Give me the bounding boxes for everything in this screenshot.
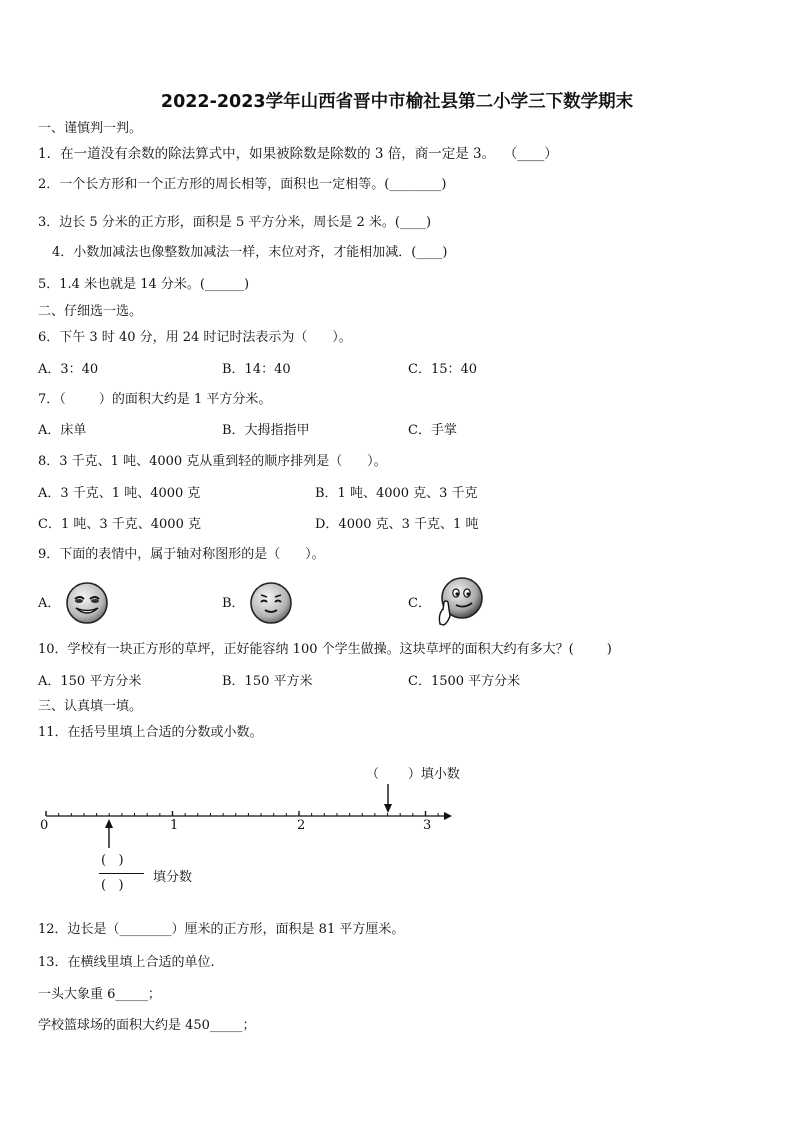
number-line-arrowhead: [444, 812, 452, 820]
fraction-blank-label: 填分数: [153, 870, 193, 885]
shy-face-icon: [248, 580, 294, 626]
q8-option-b: B．1 吨、4000 克、3 千克: [315, 486, 478, 501]
q9-option-a: A．: [38, 596, 61, 611]
q7-option-c: C．手掌: [408, 423, 457, 438]
q7-option-b: B．大拇指指甲: [222, 423, 310, 438]
thinking-face-icon: [434, 576, 486, 628]
number-line-ticks: [46, 811, 438, 816]
tick-label-1: 1: [170, 818, 179, 833]
question-13-item-b: 学校篮球场的面积大约是 450_____；: [38, 1018, 256, 1033]
question-2: 2．一个长方形和一个正方形的周长相等，面积也一定相等。(________): [38, 177, 447, 192]
fraction-bar: [99, 873, 144, 874]
question-3: 3．边长 5 分米的正方形，面积是 5 平方分米，周长是 2 米。(____): [38, 215, 432, 230]
question-7: 7．（ ）的面积大约是 1 平方分米。: [38, 392, 272, 407]
question-4: 4．小数加减法也像整数加减法一样，末位对齐，才能相加减．(____): [52, 245, 448, 260]
question-11: 11．在括号里填上合适的分数或小数。: [38, 725, 263, 740]
smiling-face-icon: [64, 580, 110, 626]
q10-option-b: B．150 平方米: [222, 674, 313, 689]
question-10: 10．学校有一块正方形的草坪，正好能容纳 100 个学生做操。这块草坪的面积大约有多大？( ): [38, 642, 612, 657]
section-heading-1: 一、谨慎判一判。: [38, 121, 143, 136]
decimal-pointer-arrowhead: [384, 804, 392, 813]
fraction-pointer-arrowhead: [105, 819, 113, 828]
tick-label-3: 3: [423, 818, 432, 833]
tick-label-2: 2: [297, 818, 306, 833]
q7-option-a: A．床单: [38, 423, 87, 438]
q8-option-a: A．3 千克、1 吨、4000 克: [38, 486, 201, 501]
q8-option-d: D．4000 克、3 千克、1 吨: [315, 517, 479, 532]
q9-option-c: C．: [408, 596, 431, 611]
page-title: 2022-2023学年山西省晋中市榆社县第二小学三下数学期末: [160, 92, 634, 112]
q6-option-c: C．15：40: [408, 362, 478, 377]
question-13-item-a: 一头大象重 6_____；: [38, 987, 161, 1002]
q9-option-b: B．: [222, 596, 245, 611]
tick-label-0: 0: [40, 818, 49, 833]
question-1: 1．在一道没有余数的除法算式中，如果被除数是除数的 3 倍，商一定是 3。 （____）: [38, 146, 558, 162]
q8-option-c: C．1 吨、3 千克、4000 克: [38, 517, 201, 532]
q10-option-c: C．1500 平方分米: [408, 674, 521, 689]
question-6: 6．下午 3 时 40 分，用 24 时记时法表示为（ ）。: [38, 330, 352, 345]
number-line: [36, 780, 456, 860]
q6-option-a: A．3：40: [38, 362, 99, 377]
section-heading-3: 三、认真填一填。: [38, 699, 143, 714]
question-12: 12．边长是（________）厘米的正方形，面积是 81 平方厘米。: [38, 922, 405, 937]
decimal-blank-label: （ ）填小数: [366, 767, 460, 782]
q10-option-a: A．150 平方分米: [38, 674, 142, 689]
question-5: 5．1.4 米也就是 14 分米。(______): [38, 277, 250, 292]
fraction-denominator-blank: ( ): [101, 878, 124, 893]
q6-option-b: B．14：40: [222, 362, 291, 377]
question-9: 9．下面的表情中，属于轴对称图形的是（ ）。: [38, 547, 325, 562]
fraction-numerator-blank: ( ): [101, 853, 124, 868]
question-8: 8．3 千克、1 吨、4000 克从重到轻的顺序排列是（ ）。: [38, 454, 387, 469]
section-heading-2: 二、仔细选一选。: [38, 304, 143, 319]
question-13: 13．在横线里填上合适的单位.: [38, 955, 215, 970]
